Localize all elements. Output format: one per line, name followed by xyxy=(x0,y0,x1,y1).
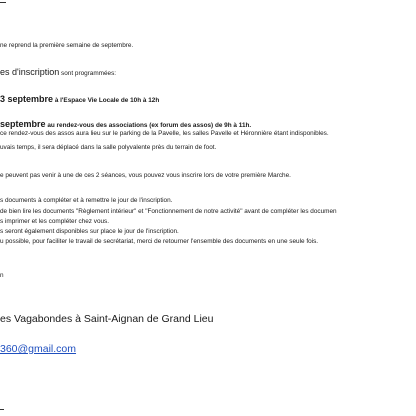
organization-signature: es Vagabondes à Saint-Aignan de Grand Lieu xyxy=(0,313,214,325)
season-resume-text: ne reprend la première semaine de septembre. xyxy=(0,42,134,49)
registration-heading-tail: sont programmées: xyxy=(61,70,117,77)
session-2-bad-weather-note: uvais temps, il sera déplacé dans la salle polyvalente près du terrain de foot. xyxy=(0,144,217,151)
document-line: s documents à compléter et à remettre le jour de l'inscription. xyxy=(0,197,173,204)
registration-heading-main: es d'inscription xyxy=(0,67,60,77)
session-2-details: au rendez-vous des associations (ex forum des assos) de 9h à 11h. xyxy=(47,122,252,129)
session-1-details: à l'Espace Vie Locale de 10h à 12h xyxy=(54,97,160,104)
session-2 xyxy=(0,119,251,130)
footer-rule xyxy=(0,409,4,410)
session-1-date: 3 septembre xyxy=(0,94,54,104)
document-line: de bien lire les documents "Règlement intérieur" et "Fonctionnement de notre activité" avant de compléter les documen xyxy=(0,208,337,215)
session-2-location-note: ce rendez-vous des assos aura lieu sur le parking de la Pavelle, les salles Pavelle et Héronnière étant indisponibles. xyxy=(0,130,329,137)
email-link[interactable]: 360@gmail.com xyxy=(0,343,77,355)
document-line: u possible, pour faciliter le travail de secrétariat, merci de retourner l'ensemble des documents en une seule fois. xyxy=(0,238,319,245)
absence-note: e peuvent pas venir à une de ces 2 séances, vous pouvez vous inscrire lors de votre première Marche. xyxy=(0,172,291,179)
closing-text: n xyxy=(0,272,4,279)
document-line: s imprimer et les compléter chez vous. xyxy=(0,218,110,225)
registration-heading xyxy=(0,67,116,78)
document-line: s seront également disponibles sur place le jour de l'inscription. xyxy=(0,228,179,235)
session-1 xyxy=(0,94,159,105)
session-2-date: septembre xyxy=(0,119,46,129)
top-rule xyxy=(0,2,6,3)
